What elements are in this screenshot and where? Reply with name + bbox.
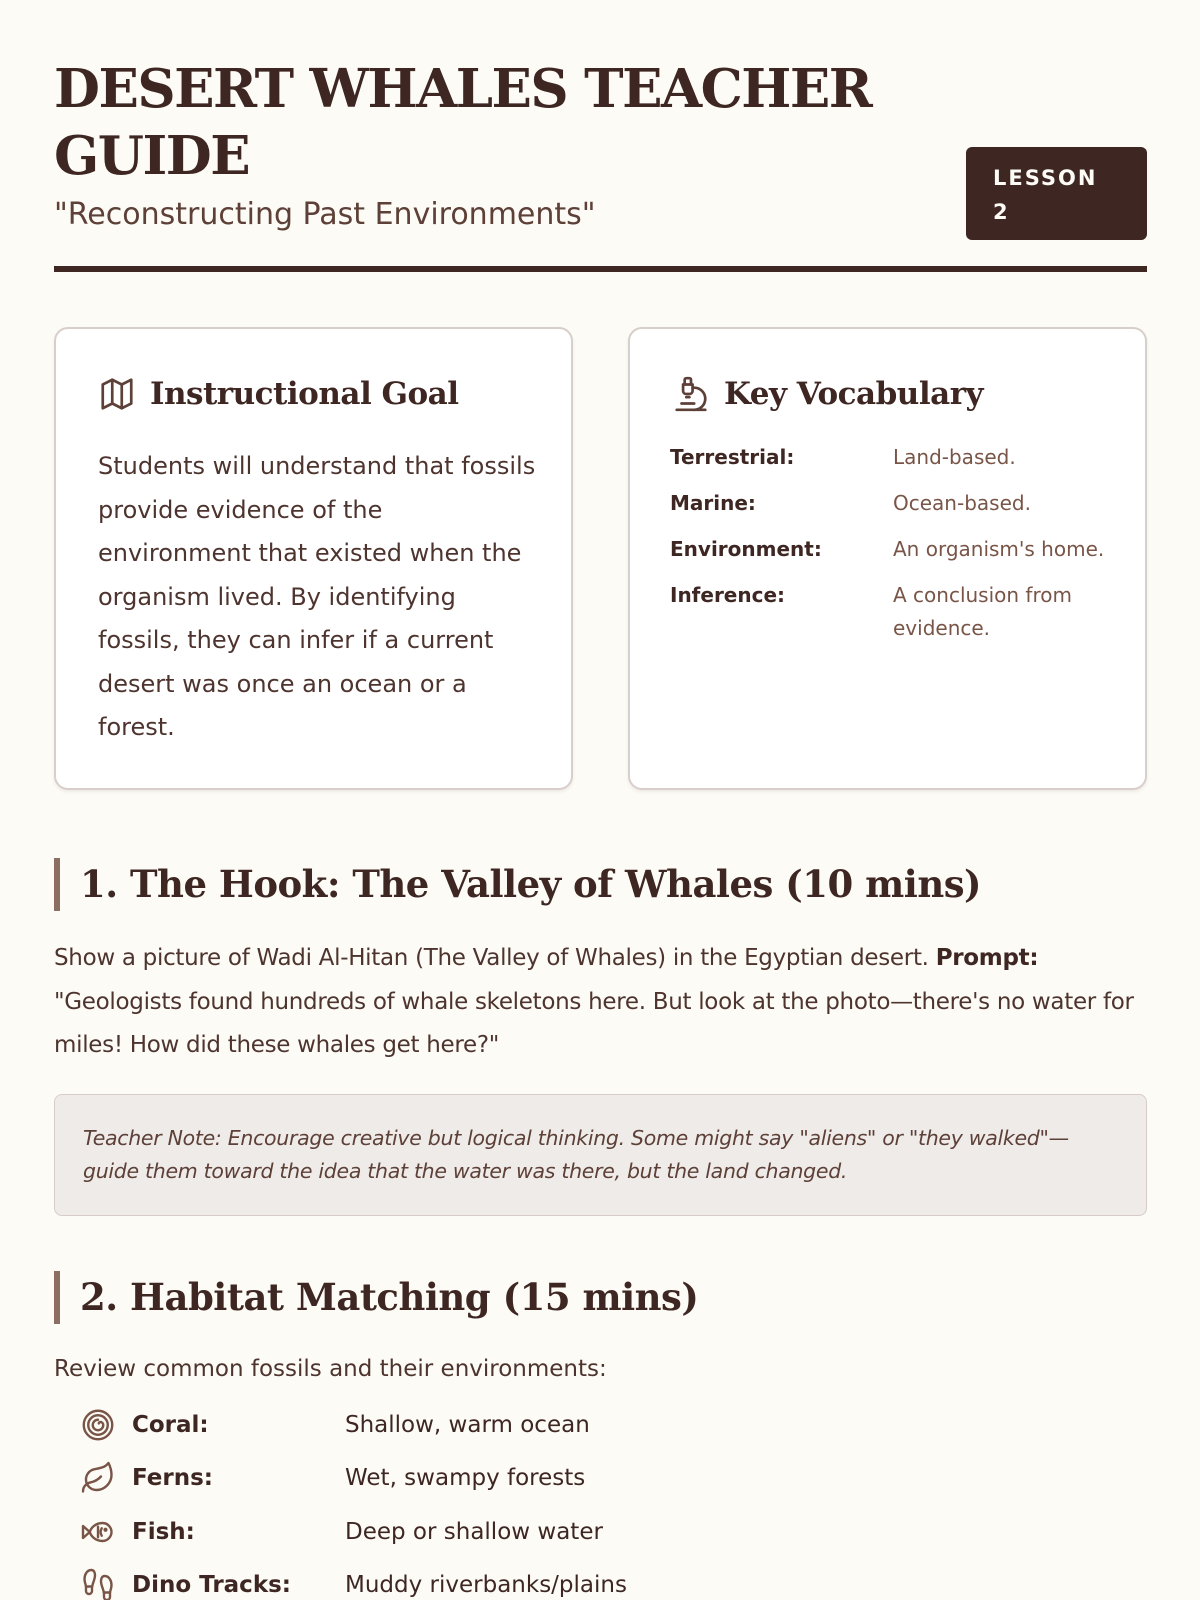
fossil-item — [80, 1398, 780, 1452]
prompt-text: "Geologists found hundreds of whale skeletons here. But look at the photo—there's no water for miles! How did these whales get here?" — [54, 988, 1134, 1058]
teacher-note: Teacher Note: Encourage creative but logical thinking. Some might say "aliens" or "they walked"—guide them toward the idea that the water was there, but the land changed. — [54, 1094, 1147, 1216]
vocab-definition: Land-based. — [893, 445, 1016, 469]
spiral-shell-icon — [80, 1407, 116, 1443]
vocab-item — [670, 533, 1110, 566]
vocab-term: Terrestrial: — [670, 445, 795, 469]
fossil-name: Fish: — [132, 1518, 195, 1545]
footprints-icon — [80, 1567, 116, 1600]
vocab-term: Inference: — [670, 583, 786, 607]
fossil-item — [80, 1505, 780, 1559]
vocab-card-header — [672, 373, 983, 415]
vocabulary-list — [670, 441, 1110, 658]
fossil-name: Dino Tracks: — [132, 1572, 292, 1599]
section-2-heading: 2. Habitat Matching (15 mins) — [54, 1271, 1147, 1324]
vocab-item — [670, 579, 1110, 645]
fossil-environment: Shallow, warm ocean — [345, 1411, 590, 1438]
goal-text: Students will understand that fossils provide evidence of the environment that existed when the organism lived. By identifying fossils, they can infer if a current desert was once an ocean or a forest. — [98, 452, 536, 741]
page-title: DESERT WHALES TEACHER GUIDE — [54, 58, 872, 187]
lesson-badge: LESSON 2 — [966, 147, 1147, 240]
fossil-item — [80, 1559, 780, 1600]
info-cards — [54, 327, 1147, 790]
prompt-label: Prompt: — [935, 945, 1039, 971]
goal-card-title: Instructional Goal — [150, 376, 459, 412]
fish-icon — [80, 1514, 116, 1550]
teacher-guide-page — [54, 0, 1147, 1599]
leaf-icon — [80, 1460, 116, 1496]
fossil-environment: Wet, swampy forests — [345, 1465, 586, 1492]
vocab-item — [670, 487, 1110, 520]
section-2-intro: Review common fossils and their environments: — [54, 1356, 607, 1382]
vocab-definition: An organism's home. — [893, 537, 1105, 561]
vocab-card-title: Key Vocabulary — [724, 376, 984, 412]
fossil-list — [80, 1398, 780, 1600]
vocab-item — [670, 441, 1110, 474]
vocab-term: Environment: — [670, 537, 822, 561]
vocab-term: Marine: — [670, 491, 756, 515]
page-subtitle: "Reconstructing Past Environments" — [54, 197, 596, 232]
fossil-item — [80, 1452, 780, 1506]
fossil-environment: Deep or shallow water — [345, 1518, 603, 1545]
section-1-text: Show a picture of Wadi Al-Hitan (The Valley of Whales) in the Egyptian desert. — [54, 945, 936, 971]
header-divider — [54, 266, 1147, 272]
section-1-heading: 1. The Hook: The Valley of Whales (10 mins) — [54, 858, 1147, 911]
vocab-definition: Ocean-based. — [893, 491, 1031, 515]
section-1-body — [54, 937, 1147, 1068]
fossil-environment: Muddy riverbanks/plains — [345, 1572, 627, 1599]
map-icon — [98, 375, 136, 413]
page-header — [54, 0, 1147, 273]
instructional-goal-card — [54, 327, 573, 790]
fossil-name: Ferns: — [132, 1465, 213, 1492]
microscope-icon — [672, 375, 710, 413]
key-vocabulary-card — [628, 327, 1147, 790]
fossil-name: Coral: — [132, 1411, 209, 1438]
vocab-definition: A conclusion from evidence. — [893, 583, 1072, 640]
goal-card-header — [98, 373, 459, 415]
